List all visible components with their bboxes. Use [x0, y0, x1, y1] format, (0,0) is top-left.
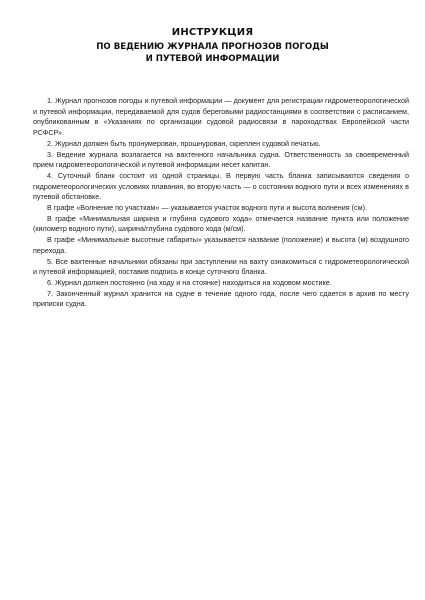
paragraph-waves: В графе «Волнение по участкам» — указывается участок водного пути и высота волнения (см).	[47, 203, 367, 213]
paragraph-6: 6. Журнал должен постоянно (на ходу и на стоянке) находиться на ходовом мостике.	[47, 277, 332, 287]
paragraph-7: 7. Законченный журнал хранится на судне в течение одного года, после чего сдается в архив по месту приписки судна.	[33, 288, 409, 309]
paragraph-2: 2. Журнал должен быть пронумерован, прошнурован, скреплен судовой печатью.	[47, 138, 321, 148]
title-subject-line2: И ПУТЕВОЙ ИНФОРМАЦИИ	[145, 54, 280, 64]
document-title	[0, 26, 425, 65]
paragraph-5: 5. Все вахтенные начальники обязаны при заступлении на вахту ознакомиться с гидрометеорологической и путевой информацией, поставив подпись в конце суточного бланка.	[33, 256, 409, 277]
title-subject-line1: ПО ВЕДЕНИЮ ЖУРНАЛА ПРОГНОЗОВ ПОГОДЫ	[96, 42, 329, 52]
paragraph-4: 4. Суточный бланк состоит из одной страницы. В первую часть бланка записываются сведения о гидрометеорологических условиях плавания, во вторую часть — о состоянии водного пути и всех изменениях в путевой обстановке.	[33, 170, 409, 202]
paragraph-clearance: В графе «Минимальные высотные габариты» указывается название (положение) и высота (м) воздушного перехода.	[33, 235, 409, 255]
title-instruction: ИНСТРУКЦИЯ	[171, 27, 254, 38]
paragraph-channel-width: В графе «Минимальная ширина и глубина судового хода» отмечается название пункта или положение (километр водного пути), ширина/глубина судового хода (м/см).	[33, 213, 409, 234]
document-body	[33, 96, 409, 310]
paragraph-3: 3. Ведение журнала возлагается на вахтенного начальника судна. Ответственность за своевременный прием гидрометеорологической и путевой информации несет капитан.	[33, 149, 409, 170]
paragraph-1: 1. Журнал прогнозов погоды и путевой информации — документ для регистрации гидрометеорологической и путевой информации, передаваемой для судов береговыми радиостанциями в соответствии с расписанием, опубликованным в «Указаниях по организации судовой радиосвязи в пароходствах Европейской части РСФСР».	[33, 96, 409, 138]
